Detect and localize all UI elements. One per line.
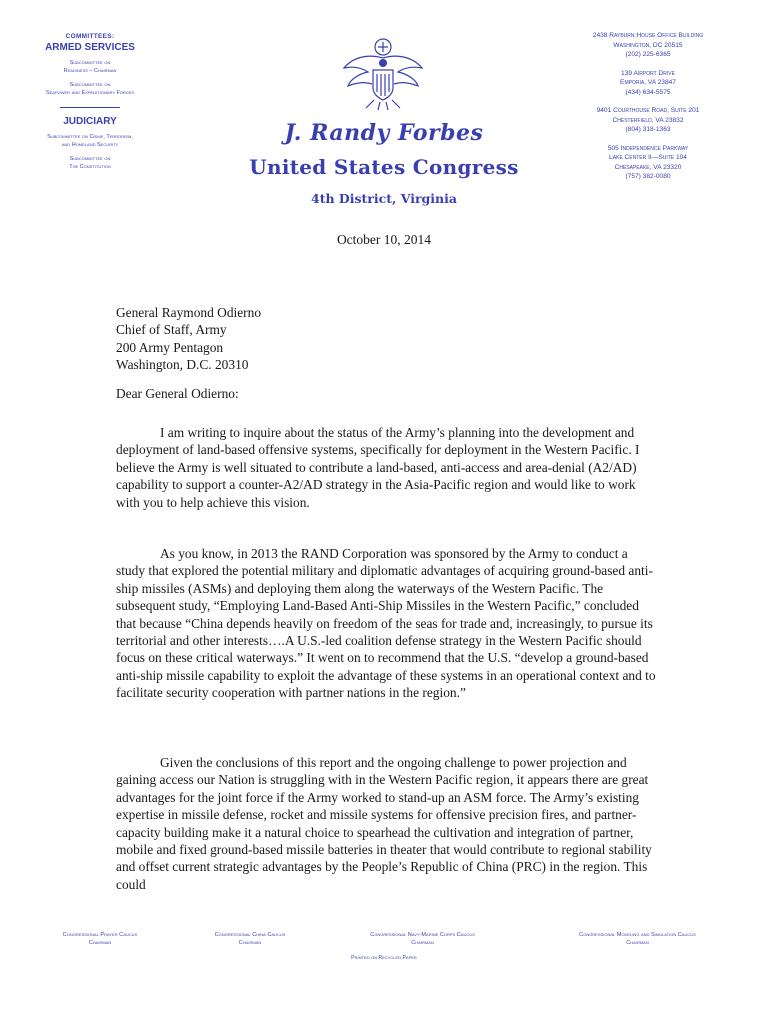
committees-column <box>0 33 180 171</box>
caucus-role: Chairman <box>626 940 649 946</box>
subcommittee-line: The Constitution <box>69 164 111 170</box>
address-line: Washington, DC 20515 <box>613 41 683 49</box>
address-line: 505 Independence Parkway <box>607 144 689 152</box>
caucus-role: Chairman <box>238 940 262 946</box>
subcommittee-line: Readiness – Chairman <box>63 68 117 74</box>
subcommittee-seapower <box>0 81 180 97</box>
caucus-china <box>185 931 315 947</box>
subcommittee-line: Subcommittee on Crime, Terrorism, <box>47 134 133 140</box>
committee-divider <box>60 107 120 108</box>
caucus-prayer <box>30 931 170 947</box>
address-line: 9401 Courthouse Road, Suite 201 <box>596 107 700 114</box>
addressee-line: Chief of Staff, Army <box>116 322 227 338</box>
address-line: Chesterfield, VA 23832 <box>612 116 684 124</box>
body-paragraph <box>116 545 656 702</box>
office-chesterfield <box>568 106 728 135</box>
paragraph-text: As you know, in 2013 the RAND Corporation was sponsored by the Army to conduct a study that explored the potential military and diplomatic advantages of acquiring ground-based anti-ship missiles (ASMs) and deploying them along the waterways of the Western Pacific. The subsequent study, “Employing Land-Based Anti-Ship Missiles in the Western Pacific,” concluded that because “China depends heavily on freedom of the seas for trade and, increasingly, to pursue its territorial and other interests….A U.S.-led coalition defense strategy in the Western Pacific should focus on these critical waterways.” It went on to recommend that the U.S. “develop a ground-based anti-ship missile capability to exploit the advantage of these systems in an operational context and to facilitate security cooperation with partner nations in the region.” <box>116 546 656 701</box>
subcommittee-constitution <box>0 155 180 171</box>
addressee-line: Washington, D.C. 20310 <box>116 357 249 373</box>
address-line: 2438 Rayburn House Office Building <box>592 32 704 39</box>
recycled-paper-note: Printed on Recycled Paper <box>351 955 417 961</box>
subcommittee-crime <box>0 133 180 149</box>
paragraph-text: I am writing to inquire about the status of the Army’s planning into the development and deployment of land-based offensive systems, specifically for deployment in the Western Pacific. I believe the Army is well situated to contribute a land-based, anti-access and area-denial (A2/AD) capability to support a counter-A2/AD strategy in the Asia-Pacific region and would like to work with you to help achieve this vision. <box>116 425 640 510</box>
caucus-name: Congressional Prayer Caucus <box>62 932 138 938</box>
addressee-block <box>116 304 261 374</box>
address-line: 139 Airport Drive <box>621 69 675 77</box>
body-paragraph <box>116 424 656 511</box>
committees-header: COMMITTEES: <box>65 33 115 40</box>
phone-number: (434) 634-5575 <box>625 88 671 96</box>
office-dc <box>568 31 728 60</box>
committee-judiciary: JUDICIARY <box>63 116 117 127</box>
district-label: 4th District, Virginia <box>311 191 457 206</box>
caucus-name: Congressional China Caucus <box>214 932 286 938</box>
subcommittee-line: Subcommittee on <box>69 156 111 162</box>
caucus-navy-marine <box>335 931 510 947</box>
office-emporia <box>568 69 728 98</box>
addressee-line: General Raymond Odierno <box>116 305 262 320</box>
caucus-role: Chairman <box>411 940 434 946</box>
subcommittee-line: and Homeland Security <box>61 142 119 148</box>
salutation: Dear General Odierno: <box>116 386 239 401</box>
subcommittee-line: Seapower and Expeditionary Forces <box>45 90 135 96</box>
phone-number: (757) 382-0080 <box>625 173 671 180</box>
representative-name: J. Randy Forbes <box>284 120 484 146</box>
phone-number: (804) 318-1363 <box>625 126 671 133</box>
addressee-line: 200 Army Pentagon <box>116 339 224 355</box>
body-paragraph <box>116 754 656 893</box>
office-addresses <box>568 31 728 191</box>
subcommittee-line: Subcommittee on <box>69 60 111 66</box>
paragraph-text: Given the conclusions of this report and the ongoing challenge to power projection and gaining access our Nation is struggling with in the Western Pacific region, it appears there are great advantages for the joint force if the Army worked to stand-up an ASM force. The Army’s existing expertise in missile defense, rocket and missile systems for offensive precision fires, and partner-capacity building make it a natural choice to spearhead the cultivation and integration of partner, mobile and fixed ground-based missile batteries in theater that would contribute to regional stability and offset current strategic advantages by the People’s Republic of China (PRC) in the region. This could <box>116 755 652 892</box>
committee-armed-services: ARMED SERVICES <box>45 42 135 53</box>
letter-date: October 10, 2014 <box>336 232 432 247</box>
subcommittee-line: Subcommittee on <box>69 82 111 88</box>
address-line: Lake Center II—Suite 104 <box>609 154 687 161</box>
address-line: Chesapeake, VA 23320 <box>614 163 682 171</box>
phone-number: (202) 225-6365 <box>625 51 671 58</box>
caucus-name: Congressional Navy-Marine Corps Caucus <box>370 932 475 938</box>
address-line: Emporia, VA 23847 <box>620 79 676 86</box>
office-chesapeake <box>568 144 728 182</box>
caucus-role: Chairman <box>88 940 112 946</box>
congress-title: United States Congress <box>249 155 519 179</box>
caucus-modeling-simulation <box>540 931 735 947</box>
subcommittee-readiness <box>0 59 180 75</box>
congressional-eagle-seal-icon <box>340 36 426 114</box>
caucus-name: Congressional Modeling and Simulation Caucus <box>579 932 696 938</box>
